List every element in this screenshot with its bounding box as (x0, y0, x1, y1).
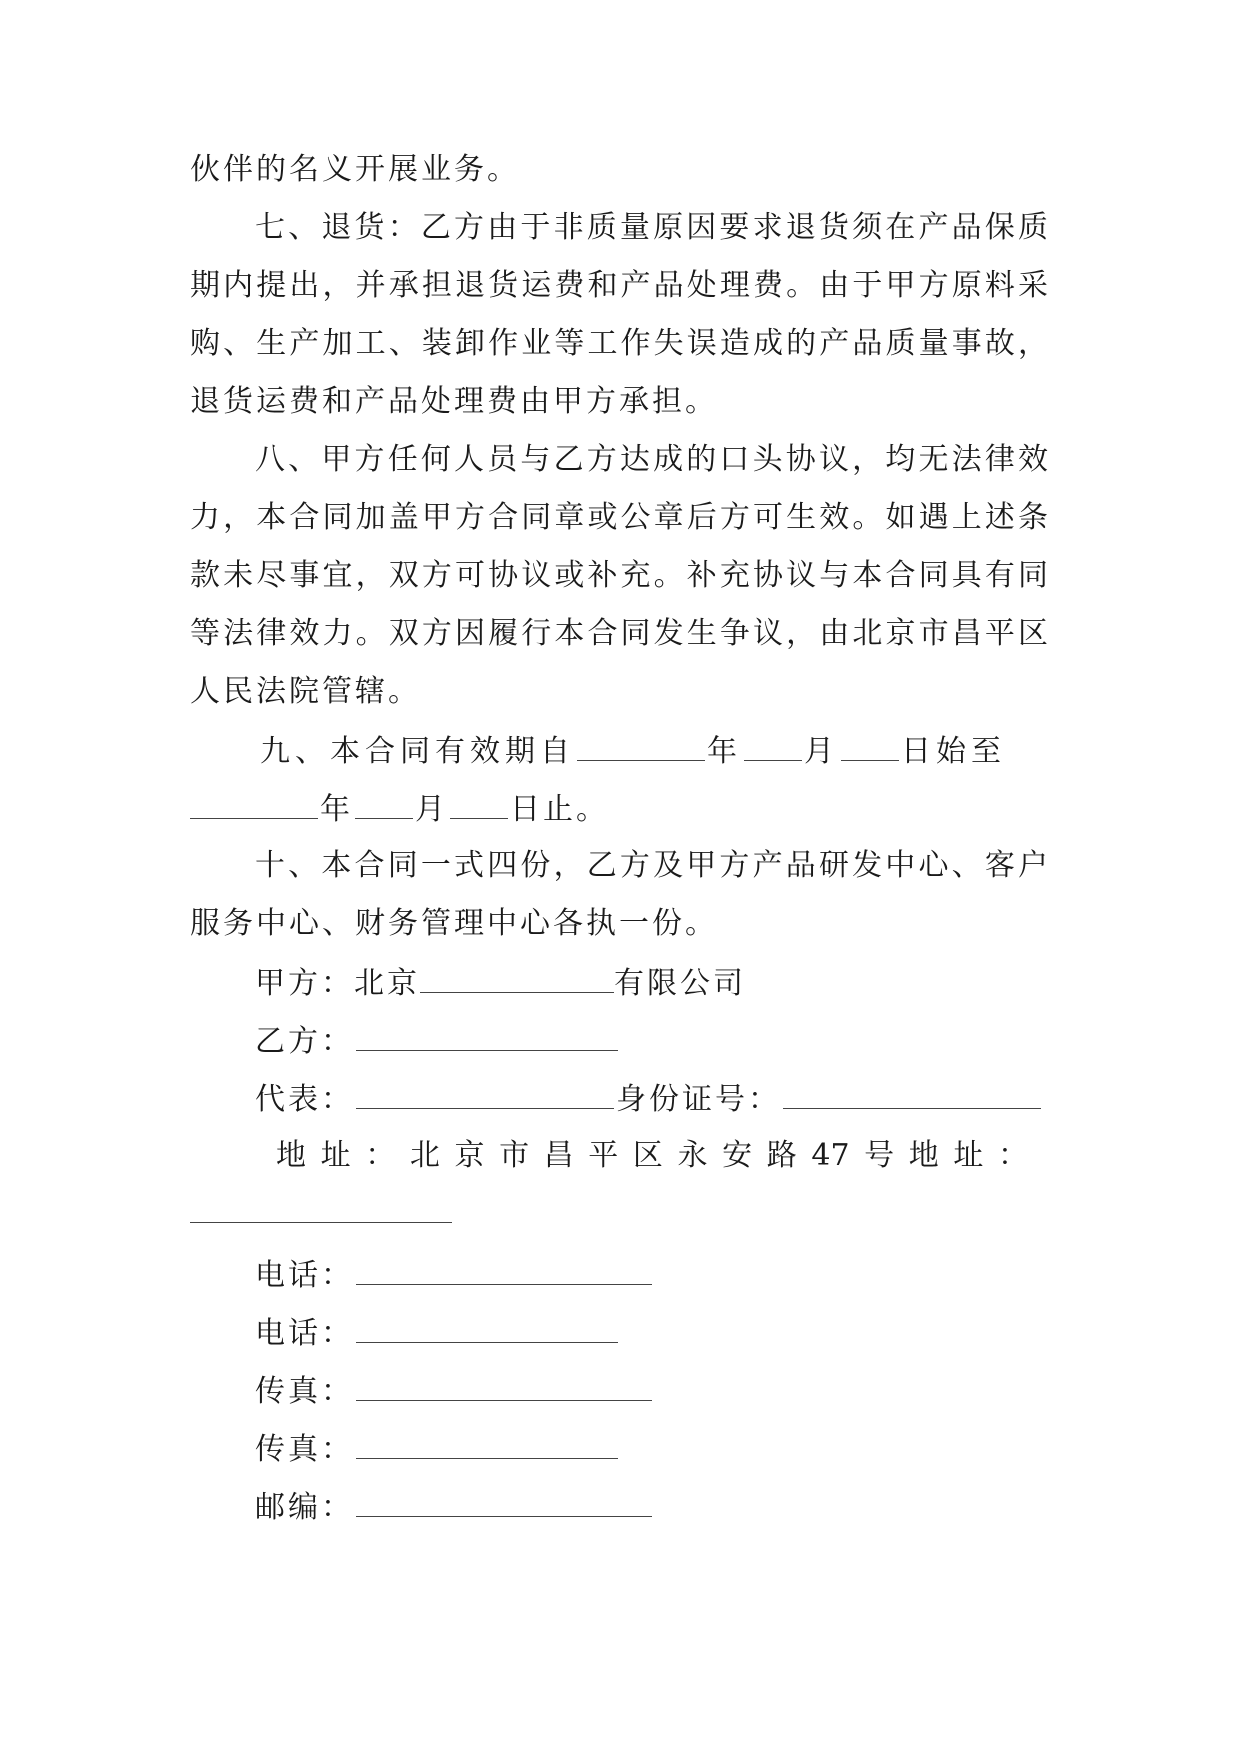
year-label-2: 年 (320, 792, 353, 827)
clause-7-line-1: 七、退货：乙方由于非质量原因要求退货须在产品保质 (255, 210, 1048, 245)
clause-10-line-2: 服务中心、财务管理中心各执一份。 (190, 906, 718, 941)
clause-9-prefix: 九、本合同有效期自 (260, 734, 575, 769)
clause-7-line-3: 购、生产加工、装卸作业等工作失误造成的产品质量事故， (190, 326, 1048, 361)
address-blank[interactable] (190, 1192, 452, 1223)
phone-b-line (255, 1312, 1048, 1352)
fax-b-line (255, 1428, 1048, 1468)
start-year-blank[interactable] (577, 730, 705, 761)
end-day-blank[interactable] (450, 788, 508, 819)
month-label: 月 (804, 734, 839, 769)
clause-8-line-4: 等法律效力。双方因履行本合同发生争议，由北京市昌平区 (190, 616, 1048, 651)
day-start-label: 日始至 (901, 734, 1006, 769)
year-label: 年 (707, 734, 742, 769)
start-month-blank[interactable] (744, 730, 802, 761)
month-label-2: 月 (415, 792, 448, 827)
day-end-label: 日止。 (510, 792, 609, 827)
phone-a-label: 电话： (255, 1258, 354, 1293)
phone-a-line (255, 1254, 1048, 1294)
fax-b-blank[interactable] (356, 1428, 618, 1459)
fax-a-label: 传真： (255, 1374, 354, 1409)
party-b-label: 乙方： (255, 1024, 354, 1059)
postcode-blank[interactable] (356, 1486, 652, 1517)
phone-a-blank[interactable] (356, 1254, 652, 1285)
text-line: 伙伴的名义开展业务。 (190, 152, 520, 187)
postcode-line (255, 1486, 1048, 1526)
clause-8-line-1: 八、甲方任何人员与乙方达成的口头协议，均无法律效 (255, 442, 1048, 477)
start-day-blank[interactable] (841, 730, 899, 761)
party-b-blank[interactable] (356, 1020, 618, 1051)
party-a-line (255, 962, 1048, 1002)
id-number-blank[interactable] (783, 1078, 1041, 1109)
clause-10-line-1: 十、本合同一式四份，乙方及甲方产品研发中心、客户 (255, 848, 1048, 883)
party-a-name-blank[interactable] (420, 962, 614, 993)
postcode-label: 邮编： (255, 1490, 354, 1525)
phone-b-label: 电话： (255, 1316, 354, 1351)
clause-8-line-5: 人民法院管辖。 (190, 674, 421, 709)
fax-a-blank[interactable] (356, 1370, 652, 1401)
address-line: 地址：北京市昌平区永安路47号地址： (276, 1138, 1028, 1173)
representative-blank[interactable] (356, 1078, 614, 1109)
representative-label: 代表： (255, 1082, 354, 1117)
fax-b-label: 传真： (255, 1432, 354, 1467)
clause-7-line-2: 期内提出，并承担退货运费和产品处理费。由于甲方原料采 (190, 268, 1048, 303)
phone-b-blank[interactable] (356, 1312, 618, 1343)
clause-7-line-4: 退货运费和产品处理费由甲方承担。 (190, 384, 718, 419)
end-year-blank[interactable] (190, 788, 318, 819)
fax-a-line (255, 1370, 1048, 1410)
clause-9-line-1 (260, 730, 1050, 770)
party-a-label: 甲方：北京 (255, 966, 420, 1001)
representative-line (255, 1078, 1048, 1118)
party-b-line (255, 1020, 1048, 1060)
clause-8-line-2: 力，本合同加盖甲方合同章或公章后方可生效。如遇上述条 (190, 500, 1048, 535)
clause-9-line-2 (190, 788, 1048, 828)
end-month-blank[interactable] (355, 788, 413, 819)
party-a-suffix: 有限公司 (614, 966, 746, 1001)
clause-8-line-3: 款未尽事宜，双方可协议或补充。补充协议与本合同具有同 (190, 558, 1048, 593)
id-number-label: 身份证号： (616, 1082, 781, 1117)
